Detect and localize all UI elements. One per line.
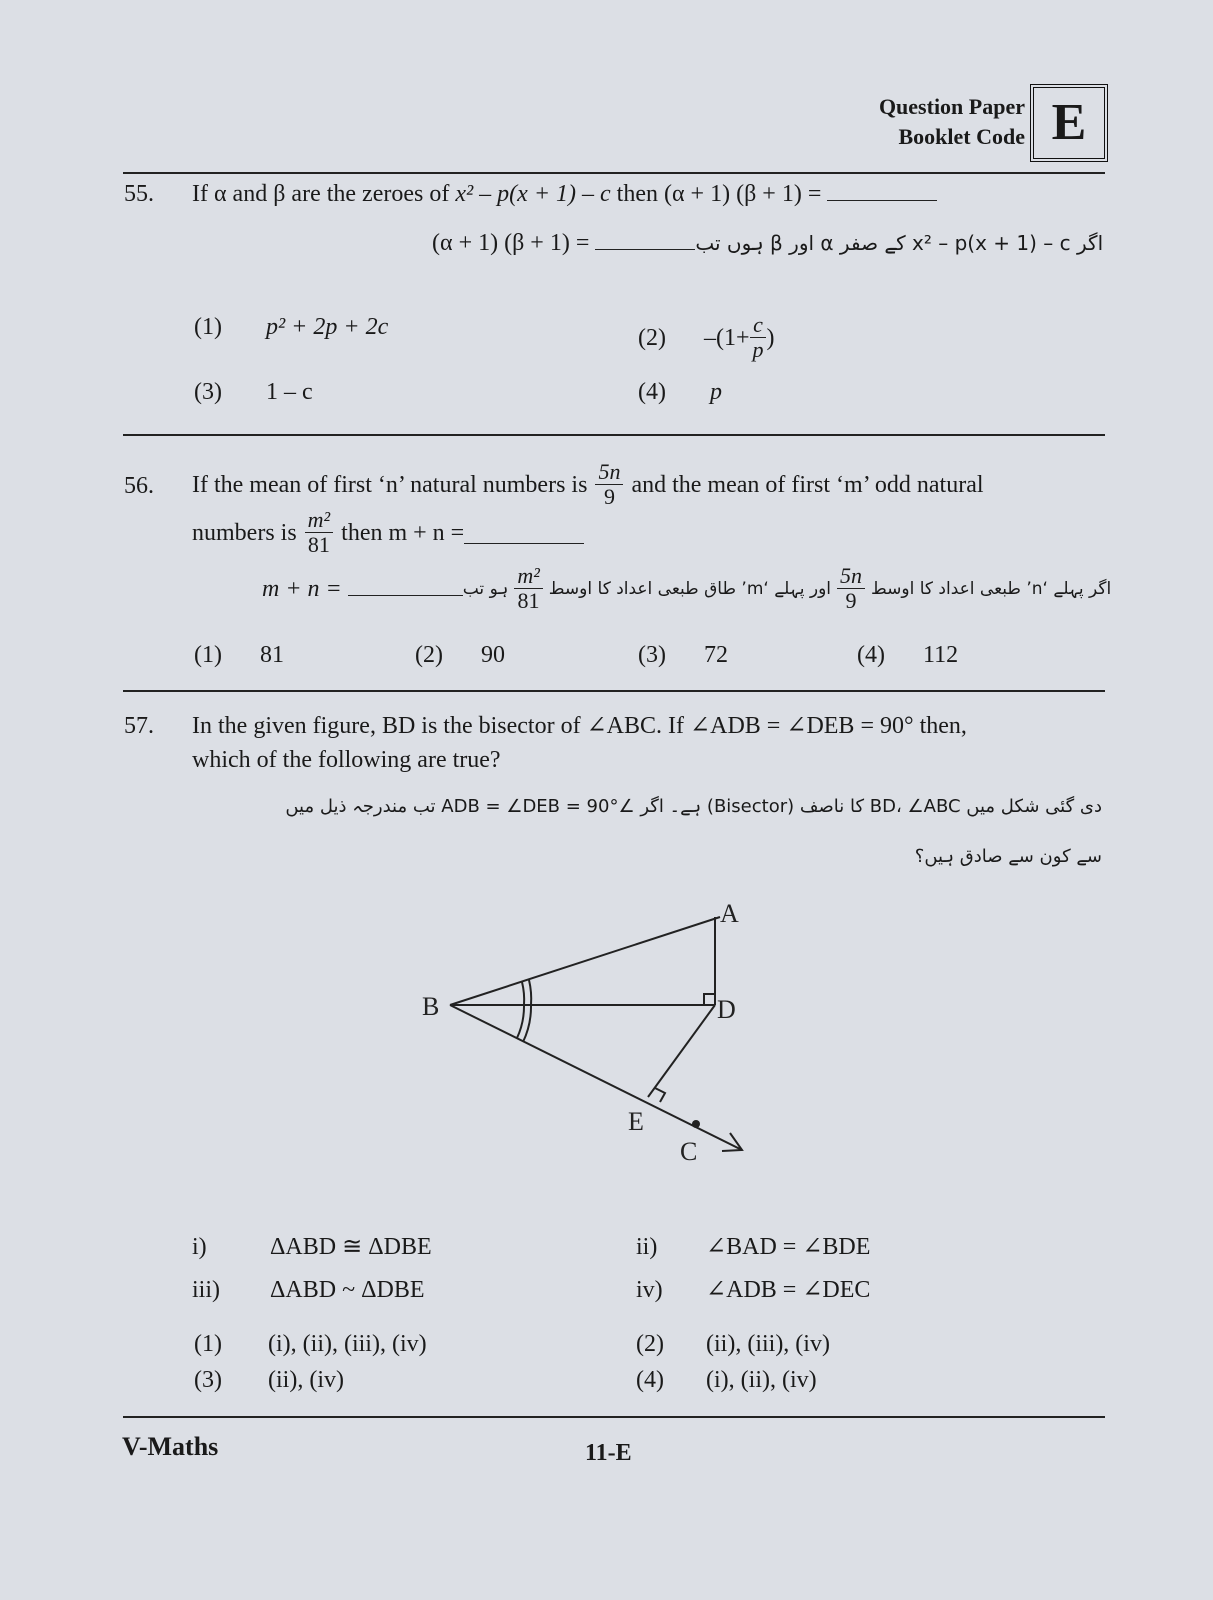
q56-urdu-c: ہو تب <box>462 578 509 599</box>
q56-option-2 <box>415 641 505 669</box>
q56-option-3-text: 72 <box>703 642 728 668</box>
q56-urdu-text <box>463 564 1112 613</box>
q55-option-3-num: (3) <box>194 379 222 405</box>
q56-urdu-row <box>262 563 1112 613</box>
q57-statement-4-text: ∠ADB = ∠DEC <box>706 1277 871 1303</box>
q55-urdu-blank <box>595 249 695 250</box>
q56-urdu-a: اگر پہلے ‘n’ طبعی اعداد کا اوسط <box>871 578 1112 599</box>
booklet-code-box: E <box>1030 84 1108 162</box>
q55-urdu-row <box>432 229 1102 257</box>
q57-option-3-text: (ii), (iv) <box>268 1367 344 1393</box>
q57-option-1-text: (i), (ii), (iii), (iv) <box>268 1331 427 1357</box>
q57-statement-1-num: i) <box>192 1234 207 1260</box>
q55-answer-blank <box>827 200 937 201</box>
q56-urdu-b: اور پہلے ‘m’ طاق طبعی اعداد کا اوسط <box>548 578 832 599</box>
label-a: A <box>720 899 739 928</box>
q57-statement-4-num: iv) <box>636 1277 663 1303</box>
q57-option-4-num: (4) <box>636 1367 664 1393</box>
segment-ba <box>450 917 720 1005</box>
q55-option-2-expr <box>704 313 775 362</box>
q57-text-line2: which of the following are true? <box>192 747 501 773</box>
q55-option-2-pre: –(1+ <box>703 324 750 351</box>
q55-option-1 <box>194 313 388 341</box>
q56-number: 56. <box>124 473 154 499</box>
q57-triangle-figure <box>410 895 770 1175</box>
q56-option-1-text: 81 <box>259 642 284 668</box>
q57-text-line1: In the given figure, BD is the bisector of ∠ABC. If ∠ADB = ∠DEB = 90° then, <box>192 713 967 739</box>
q56-answer-blank <box>464 521 584 544</box>
q57-option-2 <box>636 1330 830 1358</box>
q56-option-3-num: (3) <box>638 642 666 668</box>
point-c-dot <box>692 1120 700 1128</box>
q55-option-2-post: ) <box>766 324 775 351</box>
q56-fraction-2 <box>305 508 333 557</box>
label-d: D <box>717 995 736 1024</box>
q55-option-4-text: p <box>709 379 722 405</box>
q55-option-4 <box>638 378 722 406</box>
booklet-code-label-line2: Booklet Code <box>898 124 1025 149</box>
q56-option-1-num: (1) <box>194 642 222 668</box>
q55-option-2-frac-num: c <box>750 313 766 338</box>
q57-option-1-num: (1) <box>194 1331 222 1357</box>
angle-arc-dbc-1 <box>517 1005 524 1038</box>
label-b: B <box>422 992 440 1021</box>
segment-de <box>648 1005 715 1097</box>
q55-option-1-text: p² + 2p + 2c <box>265 314 389 340</box>
q55-option-3-text: 1 – c <box>265 379 313 405</box>
q56-urdu-expr-wrap <box>262 575 463 603</box>
booklet-code-label-line1: Question Paper <box>878 94 1025 119</box>
q57-statement-2 <box>636 1233 871 1261</box>
q56-frac2-num: m² <box>305 508 333 533</box>
label-c: C <box>680 1137 698 1166</box>
footer-subject: V-Maths <box>122 1432 219 1461</box>
footer-page-number: 11-E <box>585 1440 632 1466</box>
q56-urdu-blank <box>348 595 463 596</box>
q56-option-4 <box>857 641 958 669</box>
angle-arc-abd-2 <box>529 980 531 1005</box>
right-angle-mark-e <box>655 1088 665 1102</box>
header-divider <box>123 172 1105 174</box>
q56-text-a: If the mean of first ‘n’ natural numbers is <box>192 471 588 498</box>
q57-statement-4 <box>636 1276 871 1304</box>
q57-statement-2-num: ii) <box>636 1234 658 1260</box>
q55-option-2-fraction <box>750 313 767 362</box>
q56-urdu-frac2-den: 81 <box>517 588 540 613</box>
q55-poly: x² – p(x + 1) – c <box>455 181 611 207</box>
q56-urdu-frac2-num: m² <box>514 564 542 589</box>
q55-divider <box>123 434 1105 436</box>
q57-option-4 <box>636 1366 817 1394</box>
q56-option-4-num: (4) <box>857 642 885 668</box>
q56-option-2-text: 90 <box>480 642 505 668</box>
q55-option-4-num: (4) <box>638 379 666 405</box>
q56-urdu-expr: m + n = <box>262 575 348 602</box>
q57-option-4-text: (i), (ii), (iv) <box>706 1367 817 1393</box>
q56-text-b: and the mean of first ‘m’ odd natural <box>631 471 984 498</box>
q55-option-1-num: (1) <box>194 314 222 340</box>
q56-option-1 <box>194 641 284 669</box>
q56-urdu-frac1 <box>837 564 865 613</box>
q55-urdu-text: اگر x² – p(x + 1) – c کے صفر α اور β ہوں تب <box>695 231 1104 255</box>
q56-text-d: then m + n = <box>341 519 465 546</box>
q56-text-c: numbers is <box>192 519 297 546</box>
q57-option-1 <box>194 1330 427 1358</box>
q56-frac1-num: 5n <box>595 460 623 485</box>
q55-number: 55. <box>124 181 154 207</box>
q55-option-3 <box>194 378 313 406</box>
q57-statement-3 <box>192 1276 425 1304</box>
footer-divider <box>123 1416 1105 1418</box>
q57-statement-3-num: iii) <box>192 1277 220 1303</box>
q57-option-3 <box>194 1366 344 1394</box>
label-e: E <box>628 1107 644 1136</box>
q56-text-line2 <box>192 508 584 557</box>
angle-arc-abd-1 <box>522 982 524 1005</box>
q56-urdu-frac1-num: 5n <box>837 564 865 589</box>
q57-statement-2-text: ∠BAD = ∠BDE <box>706 1234 871 1260</box>
q57-option-2-text: (ii), (iii), (iv) <box>706 1331 830 1357</box>
q56-option-4-text: 112 <box>922 642 959 668</box>
q57-statement-3-text: ΔABD ~ ΔDBE <box>270 1277 425 1303</box>
q55-option-2-num: (2) <box>638 324 666 351</box>
q56-divider <box>123 690 1105 692</box>
q57-option-2-num: (2) <box>636 1331 664 1357</box>
q55-option-2 <box>638 313 775 362</box>
q55-text-post: then (α + 1) (β + 1) = <box>610 181 828 207</box>
q55-text-pre: If α and β are the zeroes of <box>192 181 456 207</box>
q56-option-2-num: (2) <box>415 642 443 668</box>
booklet-code-label <box>820 92 1025 152</box>
q56-fraction-1 <box>595 460 623 509</box>
q55-text <box>192 180 937 208</box>
q55-urdu-expr: (α + 1) (β + 1) = <box>432 230 596 256</box>
q56-option-3 <box>638 641 728 669</box>
q57-statement-1 <box>192 1233 432 1261</box>
q56-urdu-frac2 <box>514 564 542 613</box>
q57-option-3-num: (3) <box>194 1367 222 1393</box>
q56-frac2-den: 81 <box>307 532 330 557</box>
right-angle-mark-d <box>704 994 715 1005</box>
q56-text-line1 <box>192 460 984 509</box>
q56-urdu-frac1-den: 9 <box>845 588 857 613</box>
q57-urdu-line2: سے کون سے صادق ہیں؟ <box>914 846 1102 867</box>
q56-frac1-den: 9 <box>603 484 615 509</box>
q57-number: 57. <box>124 713 154 739</box>
q57-urdu-line1: دی گئی شکل میں BD، ∠ABC کا ناصف (Bisector) ہے۔ اگر ∠ADB = ∠DEB = 90° تب مندرجہ ذیل میں <box>285 796 1102 817</box>
q55-urdu-expr-wrap <box>432 229 695 257</box>
q57-statement-1-text: ΔABD ≅ ΔDBE <box>270 1234 432 1260</box>
q55-option-2-frac-den: p <box>752 337 764 362</box>
